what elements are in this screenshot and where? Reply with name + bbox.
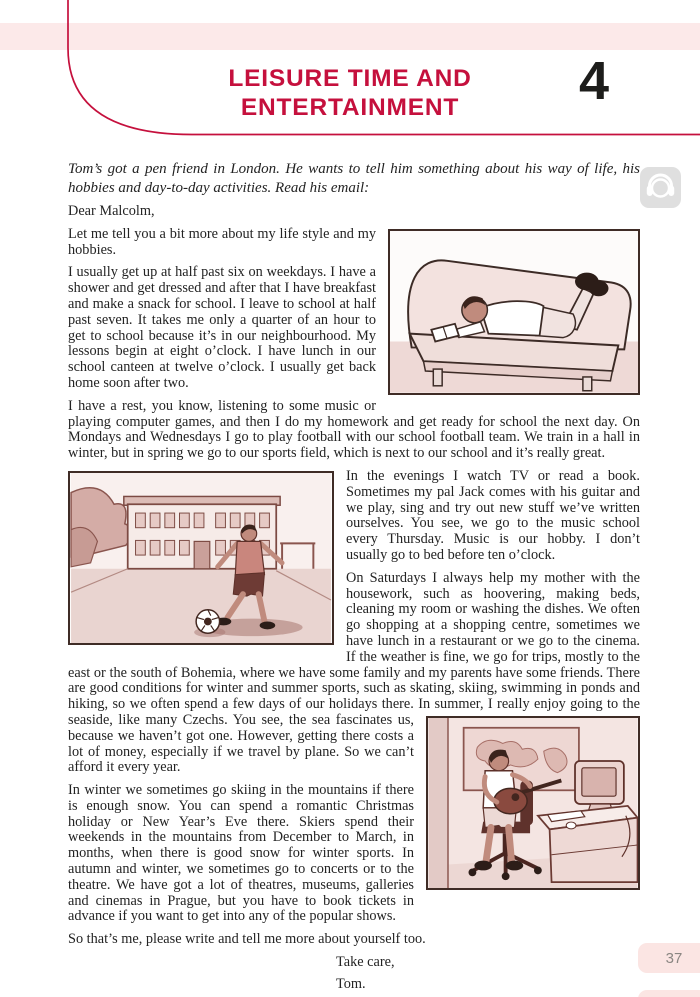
email-paragraph-5-text-a: On Saturdays I always help my mother with the housework, such as hoovering, making beds, cleaning my room or washing the dishes. We often go shopping at a shopping centre, sometimes we have lunch in a restaurant or we go to the cinema. If the weather is fine, we go for trips, mostly to the east or the south of Bohemia, where we have some family and my parents have some friends. There are good conditions for winter and summer sports, such as skating, skiing, swimming in ponds and hiking, so we often spend a few days of our holidays there. In summer, I really enjoy going to the seaside, like many Czechs. You see, the sea	[68, 569, 640, 728]
email-paragraph-2: I usually get up at half past six on weekdays. I have a shower and get dressed and after that I have breakfast and make a snack for school. I leave to school at half past seven. It takes me only a quarter of an hour to get to school because it’s in our neighbourhood. My lessons begin at eight o’clock. I have lunch in our school canteen at twelve o’clock. I usually get back home soon after two.	[68, 264, 376, 391]
page-title-line1: LEISURE TIME AND	[228, 65, 472, 92]
guitar-computer-illustration	[426, 716, 640, 890]
football-school-illustration	[68, 471, 334, 645]
email-paragraph-7: So that’s me, please write and tell me more about yourself too.	[68, 931, 426, 948]
email-paragraph-3: I have a rest, you know, listening to some music or playing computer games, and then I do my homework and get ready for school the next day. On Mondays and Wednesdays I go to play football with our school football team. We train in a hall in winter, but in spring we go to our sports field, which is next to our school and it’s really great.	[68, 397, 640, 462]
email-paragraph-5-text-b: fascinates us, because we haven’t got one. However, getting there costs a lot of money, especially if we travel by plane. So we can’t afford it every year.	[68, 711, 414, 776]
email-closing: Take care,	[336, 954, 395, 971]
bottom-decoration-chip	[638, 990, 700, 997]
sofa-reading-illustration	[388, 229, 640, 395]
intro-text: Tom’s got a pen friend in London. He wants to tell him something about his way of life, his hobbies and day-to-day activities. Read his email:	[68, 161, 640, 196]
email-paragraph-4: In the evenings I watch TV or read a book. Sometimes my pal Jack comes with his guitar and we play, sing and try out new stuff we’ve written ourselves. You see, we go to the music school every Thursday. Music is our hobby. I don’t usually go to bed before ten o’clock.	[346, 467, 640, 563]
page-number-badge	[638, 943, 700, 973]
email-paragraph-1: Let me tell you a bit more about my life style and my hobbies.	[68, 225, 376, 258]
email-salutation: Dear Malcolm,	[68, 203, 155, 219]
email-signature: Tom.	[336, 975, 366, 992]
page-content	[68, 0, 640, 993]
page-title-line2: ENTERTAINMENT	[240, 94, 460, 121]
audio-button[interactable]	[640, 167, 681, 208]
page-number: 37	[665, 949, 683, 967]
headphones-icon	[640, 165, 681, 211]
email-paragraph-6: In winter we sometimes go skiing in the mountains if there is enough snow. You can spend a romantic Christmas holiday or New Year’s Eve there. Skiers spend their weekends in the mountains from December to March, in months, when there is good snow for winter sports. In autumn and winter, we sometimes go to concerts or to the theatre. We have got a lot of theatres, museums, galleries and cinemas in Prague, but you have to book tickets in advance if you want to get into any of the popular shows.	[68, 782, 414, 925]
page-title	[150, 64, 550, 122]
unit-number: 4	[578, 51, 610, 111]
